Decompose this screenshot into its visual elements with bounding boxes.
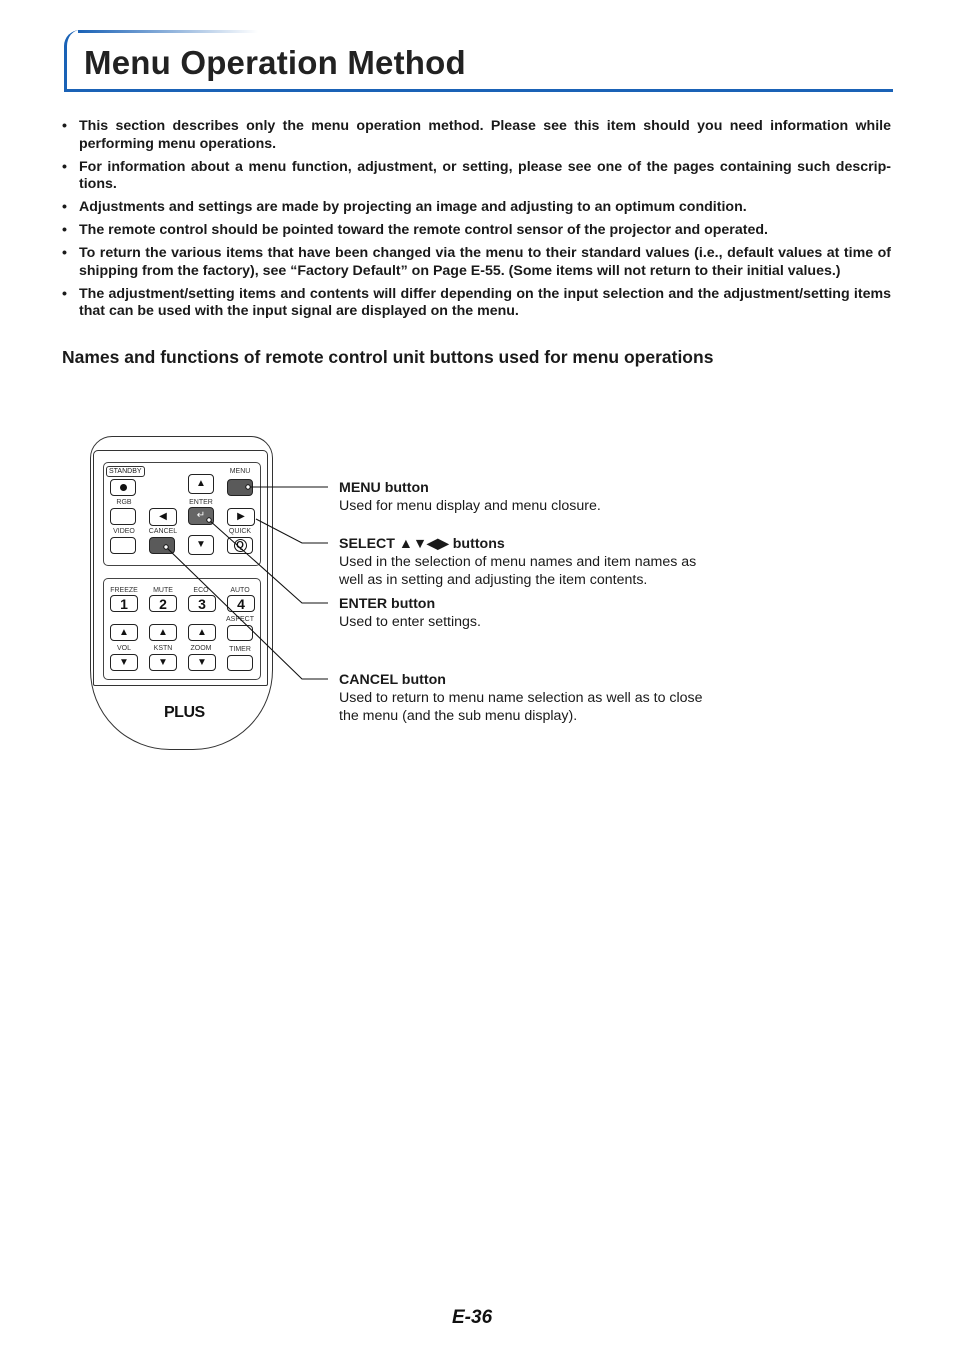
bullet-dot: • xyxy=(62,199,67,215)
bullet-dot: • xyxy=(62,285,67,302)
bullet-dot: • xyxy=(62,118,67,134)
enter-callout-title: ENTER button xyxy=(339,596,436,612)
cancel-leader-dot xyxy=(164,545,168,549)
bullet-dot: • xyxy=(62,222,67,238)
bullet-dot: • xyxy=(62,158,67,175)
bullet-dot: • xyxy=(62,245,67,261)
quick-label: QUICK xyxy=(228,528,252,535)
bullet-text: The remote control should be pointed toward the remote control sensor of the projector and operated. xyxy=(79,222,768,238)
freeze-label: FREEZE xyxy=(110,587,138,594)
kstn-label: KSTN xyxy=(153,645,173,652)
auto-label: AUTO xyxy=(230,587,250,594)
enter-label: ENTER xyxy=(189,499,213,506)
vol-label: VOL xyxy=(116,645,131,652)
cancel-callout xyxy=(339,671,724,725)
cancel-leader-line xyxy=(166,547,328,679)
bullet-text: The adjustment/setting items and contents will differ depending on the input selection and the adjustment/setting items that can be used with the input signal are displayed on the menu. xyxy=(79,285,891,319)
up-arrow-icon: ▲ xyxy=(158,626,168,638)
cancel-callout-desc: Used to return to menu name selection as well as to close the menu (and the sub menu display). xyxy=(339,690,703,724)
up-arrow-icon: ▲ xyxy=(197,626,207,638)
menu-callout xyxy=(339,479,739,515)
mute-label: MUTE xyxy=(153,587,173,594)
section-heading: Names and functions of remote control unit buttons used for menu operations xyxy=(62,347,714,367)
left-arrow-icon: ◀ xyxy=(159,511,167,522)
cancel-callout-title: CANCEL button xyxy=(339,672,446,688)
number-4-label: 4 xyxy=(237,595,245,612)
cancel-label: CANCEL xyxy=(148,528,178,535)
up-arrow-icon: ▲ xyxy=(196,478,206,489)
enter-leader-dot xyxy=(207,518,211,522)
aspect-label: ASPECT xyxy=(225,616,254,623)
down-arrow-icon: ▼ xyxy=(196,539,206,550)
rgb-label: RGB xyxy=(116,499,132,506)
standby-label: STANDBY xyxy=(106,466,145,477)
menu-callout-title: MENU button xyxy=(339,480,429,496)
eco-label: ECO xyxy=(193,587,209,594)
select-leader-line xyxy=(256,519,328,543)
select-callout-desc: Used in the selection of menu names and item names as well as in setting and adjusting the item contents. xyxy=(339,554,697,588)
page-number: E-36 xyxy=(452,1307,493,1328)
bullet-text: This section describes only the menu operation method. Please see this item should you need information while performing menu operations. xyxy=(79,118,891,152)
menu-leader-dot xyxy=(246,485,250,489)
timer-label: TIMER xyxy=(229,646,251,653)
zoom-label: ZOOM xyxy=(190,645,212,652)
number-3-label: 3 xyxy=(198,595,206,612)
right-arrow-icon: ▶ xyxy=(237,511,245,522)
down-arrow-icon: ▼ xyxy=(197,656,207,668)
select-callout xyxy=(339,535,724,589)
bullet-text: To return the various items that have been changed via the menu to their standard values (i.e., default values at time of shipping from the factory), see “Factory Default” on Page E-55. (Some items will not return to their initial values.) xyxy=(79,245,891,279)
quick-q-icon: Q xyxy=(234,539,247,552)
enter-leader-line xyxy=(209,520,328,603)
up-arrow-icon: ▲ xyxy=(119,626,129,638)
menu-label: MENU xyxy=(229,468,251,475)
number-1-label: 1 xyxy=(120,595,128,612)
bullet-text: Adjustments and settings are made by projecting an image and adjusting to an optimum condition. xyxy=(79,199,747,215)
down-arrow-icon: ▼ xyxy=(119,656,129,668)
menu-callout-desc: Used for menu display and menu closure. xyxy=(339,498,601,514)
number-2-label: 2 xyxy=(159,595,167,612)
enter-return-icon: ↵ xyxy=(196,510,206,521)
down-arrow-icon: ▼ xyxy=(158,656,168,668)
video-label: VIDEO xyxy=(113,528,135,535)
brand-logo: PLUS xyxy=(164,704,205,721)
select-callout-title: SELECT ▲▼◀▶ buttons xyxy=(339,536,505,552)
bullet-text: For information about a menu function, adjustment, or setting, please see one of the pages containing such descrip-tions. xyxy=(79,158,891,192)
page-title: Menu Operation Method xyxy=(84,44,466,81)
enter-callout xyxy=(339,595,739,631)
enter-callout-desc: Used to enter settings. xyxy=(339,614,481,630)
